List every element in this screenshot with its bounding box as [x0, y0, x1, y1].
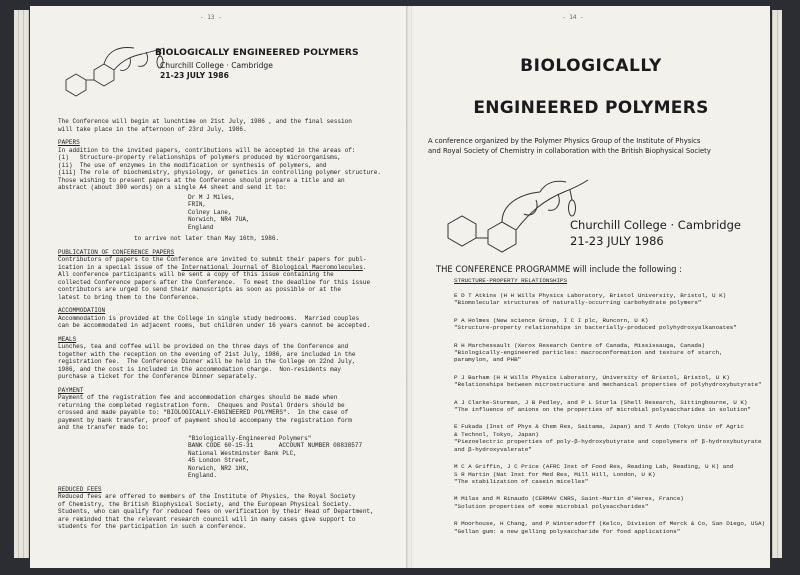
- reduced-fees-heading: REDUCED FEES: [58, 485, 102, 493]
- header-title: BIOLOGICALLY ENGINEERED POLYMERS: [155, 47, 359, 58]
- header-dates: 21-23 JULY 1986: [160, 71, 229, 80]
- list-item: [454, 292, 766, 307]
- item-authors: P J Barham (H H Wills Physics Laboratory, University of Bristol, Bristol, U K): [454, 373, 730, 381]
- programme-intro: THE CONFERENCE PROGRAMME will include the following :: [436, 264, 682, 274]
- subtitle-line-2: and Royal Society of Chemistry in collaboration with the British Biophysical Society: [428, 147, 711, 155]
- item-title: "Biomolecular structures of naturally-occurring carbohydrate polymers": [454, 299, 702, 307]
- left-body: [58, 118, 400, 531]
- papers-address: Dr M J Miles, FRIN, Colney Lane, Norwich, NR4 7UA, England: [188, 193, 250, 231]
- list-item: [454, 399, 766, 414]
- molecule-logo: [60, 40, 170, 100]
- right-page: [412, 6, 770, 568]
- meals-text: Lunches, tea and coffee will be provided on the three days of the Conference and together with the reception on the evening of 21st July, 1986, are included in the registration fee. The Conference Dinner will be held in the College on 22nd July, 1986, and the cost is included in the accommodation charge. Non-residents may purchase a ticket for the Conference Dinner separately.: [58, 343, 356, 380]
- venue: Churchill College · Cambridge: [570, 218, 741, 232]
- dates: 21-23 JULY 1986: [570, 234, 664, 248]
- publication-text: [58, 256, 400, 301]
- publication-heading: PUBLICATION OF CONFERENCE PAPERS: [58, 248, 175, 256]
- accommodation-text: Accommodation is provided at the College in single study bedrooms. Married couples can be accommodated in adjacent rooms, but children under 16 years cannot be accepted.: [58, 314, 371, 329]
- page-edge: [777, 10, 782, 558]
- publication-text-before: Contributors of papers to the Conference are invited to submit their papers for publ- ication in a special issue of the: [58, 256, 367, 271]
- item-authors: E Fukada (Inst of Phys & Chem Res, Saitama, Japan) and T Ando (Tokyo Univ of Agric & Technol, Tokyo, Japan): [454, 423, 744, 438]
- subtitle-line-1: A conference organized by the Polymer Physics Group of the Institute of Physics: [428, 137, 701, 145]
- item-title: "Structure-property relationships in bacterially-produced polyhydroxyalkanoates": [454, 324, 737, 332]
- title-line-2: ENGINEERED POLYMERS: [473, 98, 709, 118]
- meals-heading: MEALS: [58, 335, 77, 343]
- list-item: [454, 342, 766, 364]
- item-authors: M Milas and M Rinaudo (CERMAV CNRS, Saint-Martin d'Heres, France): [454, 495, 684, 503]
- papers-heading: PAPERS: [58, 139, 80, 146]
- item-authors: M C A Griffin, J C Price (AFRC Inst of Food Res, Reading Lab, Reading, U K) and S R Martin (Nat Inst for Med Res, Mill Hill, London, U K): [454, 463, 734, 478]
- item-title: "Piezoelectric properties of poly-β-hydroxybutyrate and copolymers of β-hydroxybutyrate and β-hydroxyvalerate": [454, 438, 762, 453]
- publication-text-after: . All conference participants will be sent a copy of this issue containing the collected Conference papers after the Conference. To meet the deadline for this issue contributors are urged to send their manuscripts as soon as possible or at the latest to bring them to the Conference.: [58, 263, 371, 301]
- item-authors: R Moorhouse, H Chang, and P Wintersdorff (Kelco, Division of Merck & Co, San Diego, USA): [454, 520, 766, 528]
- list-item: [454, 520, 766, 535]
- molecule-logo: [440, 174, 590, 254]
- programme-list: [454, 292, 766, 542]
- item-authors: A J Clarke-Sturman, J B Pedley, and P L Sturla (Shell Research, Sittingbourne, U K): [454, 398, 748, 406]
- item-title: "The stabilization of casein micelles": [454, 477, 589, 485]
- item-authors: P A Holmes (New science Group, I C I plc, Runcorn, U K): [454, 316, 649, 324]
- accommodation-heading: ACCOMMODATION: [58, 307, 106, 314]
- item-title: "Gellan gum: a new gelling polysaccharide for food applications": [454, 527, 681, 535]
- reduced-fees-text: Reduced fees are offered to members of the Institute of Physics, the Royal Society of Chemistry, the British Biophysical Society, and the European Physical Society. Students, who can qualify for reduced fees on verification by their Head of Department, are reminded that the relevant research council will in many cases give support to students for the participation in such a conference.: [58, 493, 374, 530]
- item-title: "Relationships between microstructure and mechanical properties of polyhydroxybutyrate": [454, 381, 762, 389]
- page-edge: [24, 10, 29, 558]
- list-item: [454, 463, 766, 485]
- list-item: [454, 423, 766, 453]
- item-authors: R H Marchessault (Xerox Research Centre of Canada, Mississauga, Canada): [454, 341, 705, 349]
- journal-name: International Journal of Biological Macromolecules: [181, 263, 363, 271]
- bank-details: "Biologically-Engineered Polymers" BANK CODE 60-15-31 ACCOUNT NUMBER 08838577 National Westminster Bank PLC, 45 London Street, Norwich, NR2 1HX, England.: [188, 434, 363, 479]
- item-authors: E D T Atkins (H H Wills Physics Laboratory, Bristol University, Bristol, U K): [454, 292, 727, 299]
- papers-deadline: to arrive not later than May 16th, 1986.: [134, 235, 280, 242]
- item-title: "The influence of anions on the properties of microbial polysaccharides in solution": [454, 406, 751, 414]
- intro-text: The Conference will begin at lunchtime on 21st July, 1986 , and the final session will take place in the afternoon of 23rd July, 1986.: [58, 118, 352, 133]
- list-item: [454, 495, 766, 510]
- list-item: [454, 317, 766, 332]
- papers-text: In addition to the invited papers, contributions will be accepted in the areas of: (i) Structure-property relationships of polymers produced by microorganisms, (ii) The use of enzymes in the modification or synthesis of polymers, and (iii) The role of biochemistry, physiology, or genetics in controlling polymer structure. Those wishing to present papers at the Conference should prepare a title and an abstract (about 300 words) on a single A4 sheet and send it to:: [58, 146, 381, 191]
- page-number: - 14 -: [562, 14, 584, 21]
- payment-text: Payment of the registration fee and accommodation charges should be made when returning the completed registration form. Cheques and Postal Orders should be crossed and made payable to: "BIOLOGICALLY-ENGINEERED POLYMERS". In the case of payment by bank transfer, proof of payment should accompany the registration form and the transfer made to:: [58, 394, 352, 431]
- page-number: - 13 -: [200, 14, 222, 21]
- section-heading: STRUCTURE-PROPERTY RELATIONSHIPS: [454, 277, 568, 284]
- title-line-1: BIOLOGICALLY: [520, 56, 662, 76]
- left-page: [30, 6, 408, 568]
- payment-heading: PAYMENT: [58, 386, 84, 394]
- item-title: "Biologically-engineered particles: macroconformation and texture of starch, paramylon, and PHB": [454, 349, 723, 364]
- header-venue: Churchill College · Cambridge: [160, 61, 273, 70]
- item-title: "Solution properties of some microbial polysaccharides": [454, 502, 649, 510]
- list-item: [454, 374, 766, 389]
